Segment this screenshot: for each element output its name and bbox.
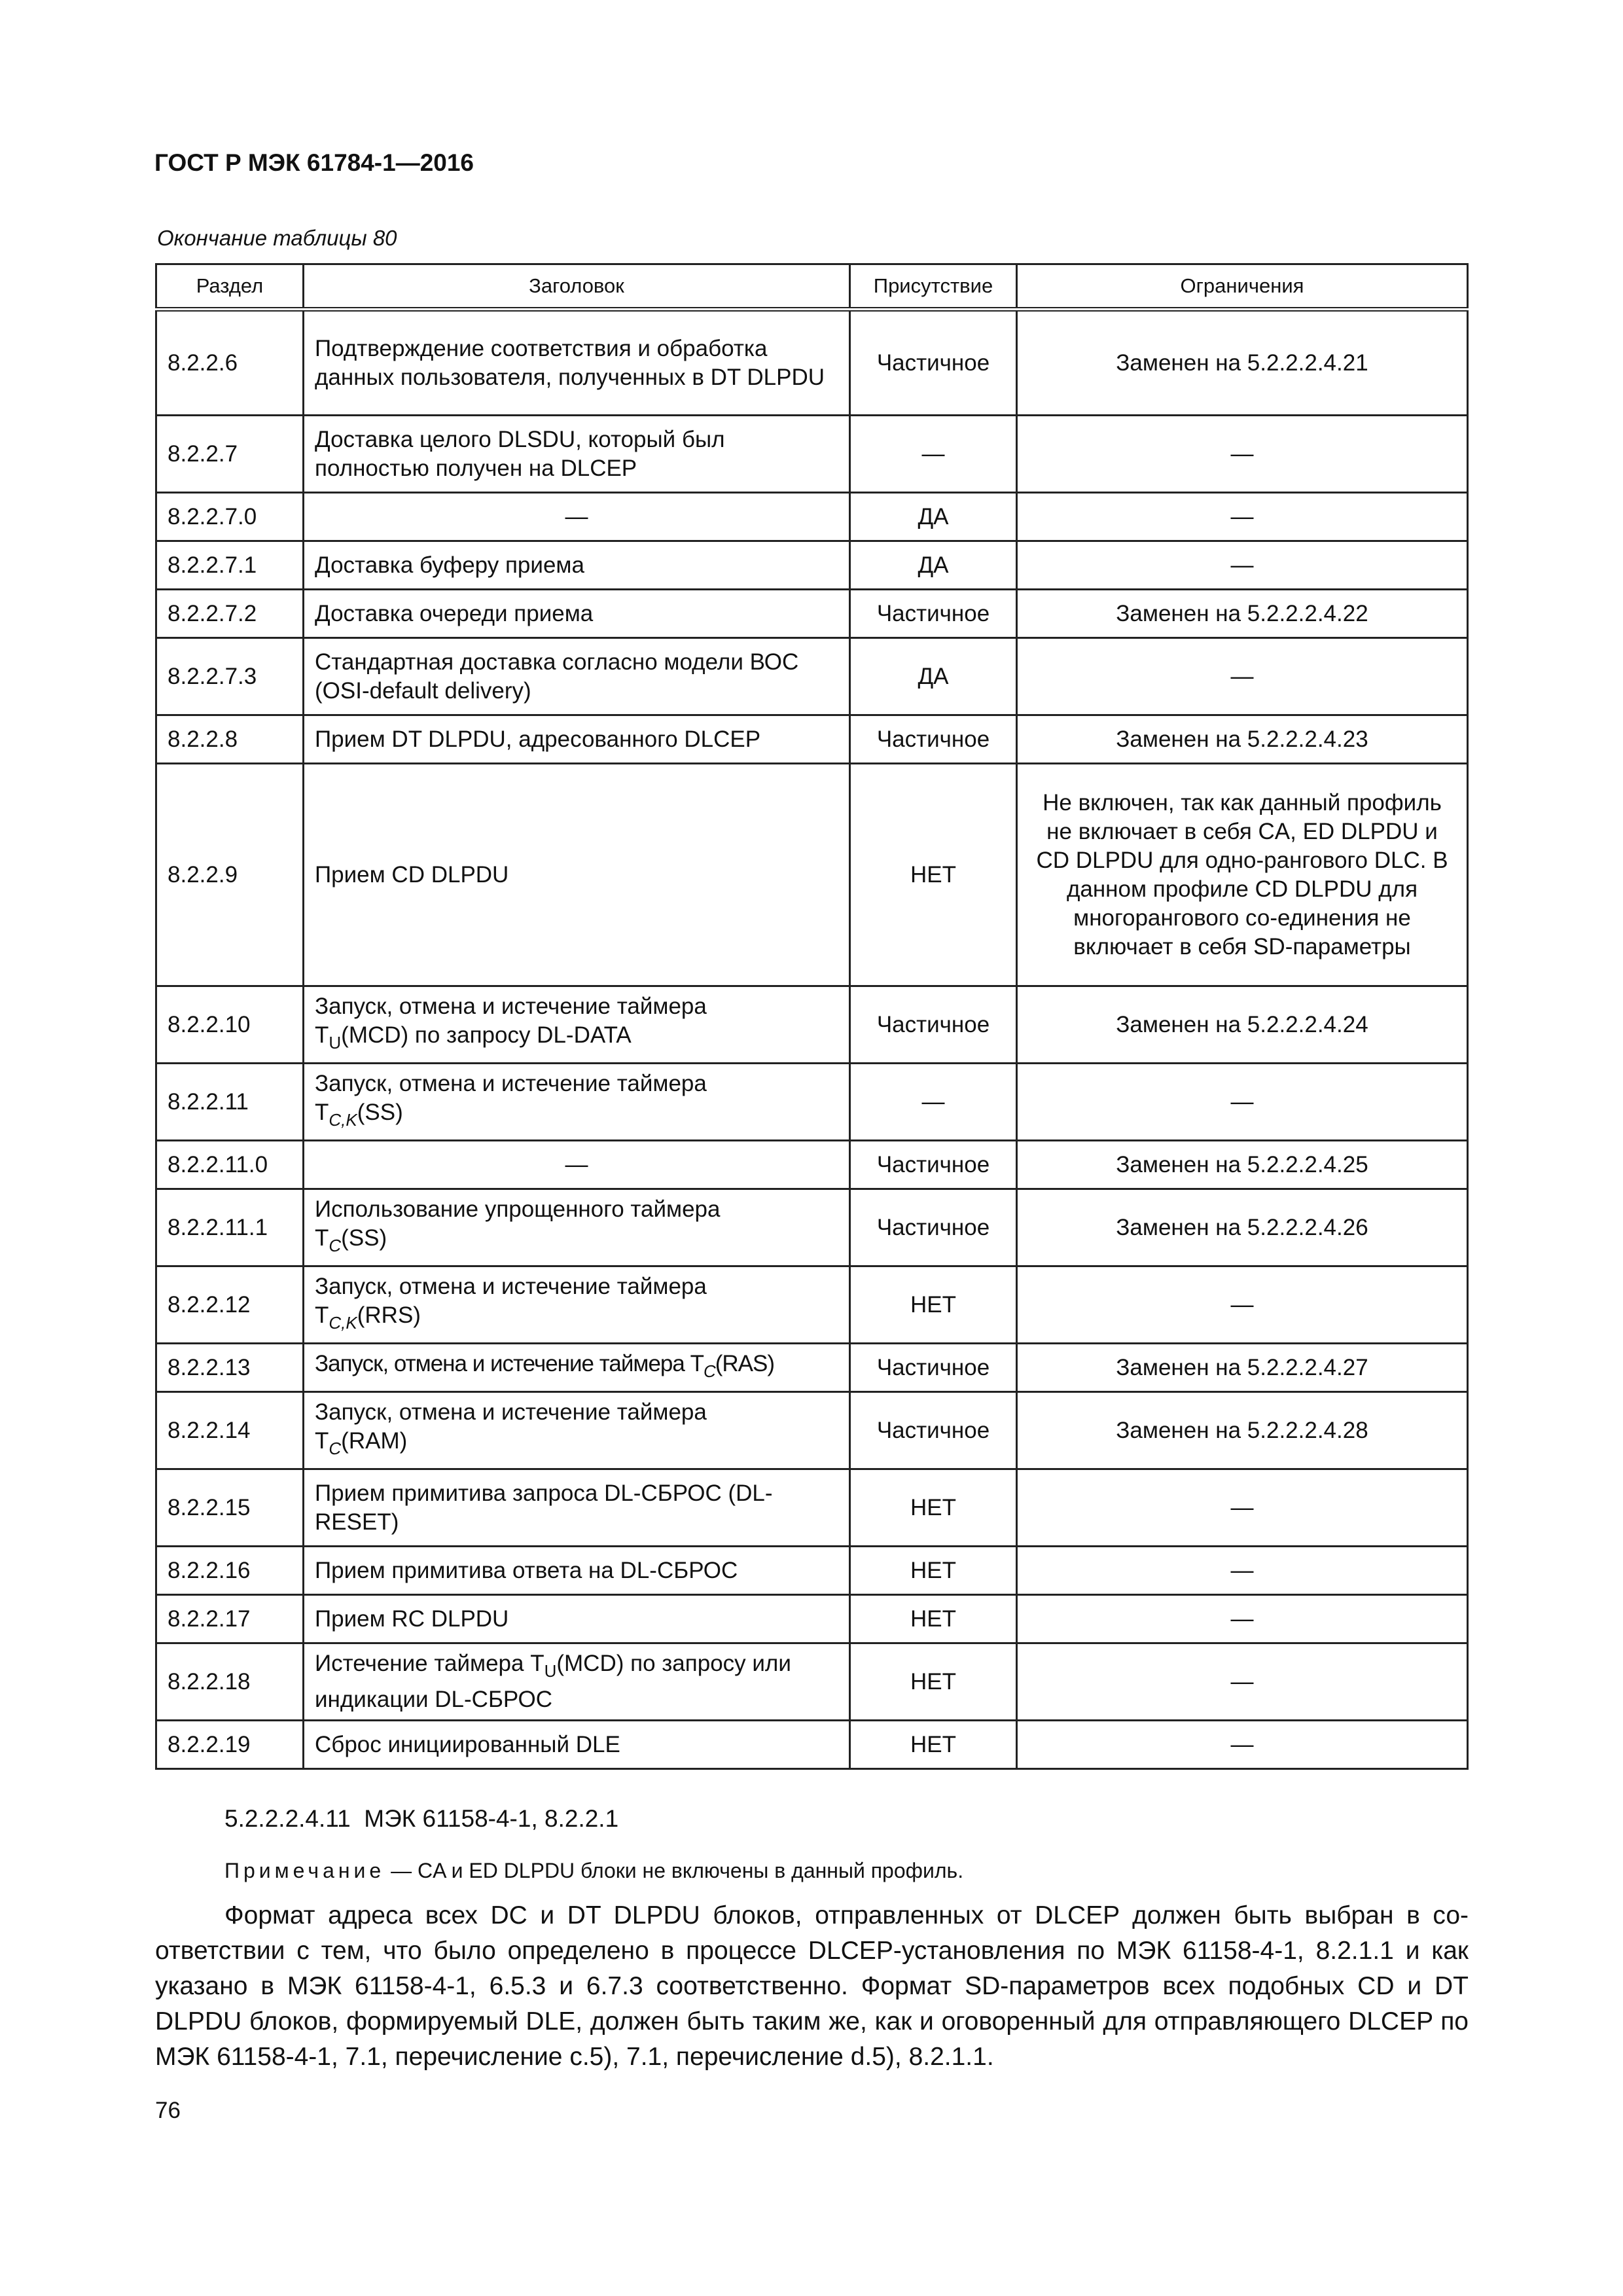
title-text: (SS) <box>357 1100 403 1125</box>
cell-title <box>304 1392 850 1469</box>
cell-presence: НЕТ <box>850 1469 1017 1547</box>
title-text: (RRS) <box>357 1302 421 1328</box>
timer-symbol: T <box>315 1100 329 1125</box>
table-row <box>156 590 1468 638</box>
title-text: Истечение таймера T <box>315 1651 544 1676</box>
note-text: — CA и ED DLPDU блоки не включены в данный профиль. <box>385 1859 964 1882</box>
cell-section: 8.2.2.14 <box>156 1392 304 1469</box>
table-caption: Окончание таблицы 80 <box>157 226 397 250</box>
clause-heading: 5.2.2.2.4.11 МЭК 61158-4-1, 8.2.2.1 <box>224 1805 619 1832</box>
cell-presence: Частичное <box>850 590 1017 638</box>
title-text: (RAS) <box>715 1351 775 1376</box>
cell-presence: ДА <box>850 638 1017 715</box>
cell-section: 8.2.2.11 <box>156 1064 304 1141</box>
page-number: 76 <box>155 2098 181 2123</box>
title-text: Запуск, отмена и истечение таймера <box>315 994 707 1019</box>
cell-title <box>304 986 850 1064</box>
timer-subscript: U <box>544 1661 557 1681</box>
table-row <box>156 1469 1468 1547</box>
table-row <box>156 1595 1468 1643</box>
note <box>224 1859 963 1883</box>
cell-limits: Заменен на 5.2.2.2.4.23 <box>1017 715 1468 764</box>
timer-subscript: C,K <box>329 1313 357 1333</box>
cell-title: Прием примитива ответа на DL-СБРОС <box>304 1547 850 1595</box>
cell-presence: НЕТ <box>850 1266 1017 1344</box>
cell-section: 8.2.2.7.3 <box>156 638 304 715</box>
table-row <box>156 715 1468 764</box>
body-paragraph: Формат адреса всех DC и DT DLPDU блоков, отправленных от DLCEP должен быть выбран в со-ответствии с тем, что было определено в процессе DLCEP-установления по МЭК 61158-4-1, 8.2.1.1 и как указано в МЭК 61158-4-1, 6.5.3 и 6.7.3 соответственно. Формат SD-параметров всех подобных CD и DT DLPDU блоков, формируемый DLE, должен быть таким же, как и оговоренный для отправляющего DLCEP по МЭК 61158-4-1, 7.1, перечисление c.5), 7.1, перечисление d.5), 8.2.1.1. <box>155 1901 1469 2071</box>
document-header: ГОСТ Р МЭК 61784-1—2016 <box>154 149 474 176</box>
table-row <box>156 1266 1468 1344</box>
timer-symbol: T <box>315 1428 329 1454</box>
cell-limits: Заменен на 5.2.2.2.4.24 <box>1017 986 1468 1064</box>
cell-limits: — <box>1017 1064 1468 1141</box>
table-row <box>156 1141 1468 1189</box>
table-row <box>156 638 1468 715</box>
cell-limits: — <box>1017 1595 1468 1643</box>
cell-presence: Частичное <box>850 1189 1017 1266</box>
cell-presence: Частичное <box>850 1141 1017 1189</box>
cell-limits: Заменен на 5.2.2.2.4.26 <box>1017 1189 1468 1266</box>
title-text: (RAM) <box>341 1428 408 1454</box>
cell-title: Доставка целого DLSDU, который был полностью получен на DLCEP <box>304 416 850 493</box>
cell-presence: НЕТ <box>850 1547 1017 1595</box>
cell-limits: Заменен на 5.2.2.2.4.21 <box>1017 310 1468 416</box>
cell-title <box>304 1643 850 1721</box>
cell-presence: Частичное <box>850 1344 1017 1392</box>
cell-limits: — <box>1017 1547 1468 1595</box>
table-row <box>156 764 1468 986</box>
cell-presence: Частичное <box>850 1392 1017 1469</box>
cell-limits: Заменен на 5.2.2.2.4.25 <box>1017 1141 1468 1189</box>
title-text: Использование упрощенного таймера <box>315 1196 721 1222</box>
cell-section: 8.2.2.10 <box>156 986 304 1064</box>
cell-title: Сброс инициированный DLE <box>304 1721 850 1769</box>
column-header-section: Раздел <box>156 264 304 310</box>
table-row <box>156 1547 1468 1595</box>
title-text: Запуск, отмена и истечение таймера <box>315 1071 707 1096</box>
timer-subscript: C <box>329 1439 342 1458</box>
cell-limits: — <box>1017 1469 1468 1547</box>
cell-title: Прием примитива запроса DL-СБРОС (DL-RESET) <box>304 1469 850 1547</box>
cell-title: Прием CD DLPDU <box>304 764 850 986</box>
title-text: Запуск, отмена и истечение таймера <box>315 1274 707 1299</box>
table-row <box>156 1064 1468 1141</box>
column-header-title: Заголовок <box>304 264 850 310</box>
cell-limits: Заменен на 5.2.2.2.4.28 <box>1017 1392 1468 1469</box>
note-label: Примечание <box>224 1859 385 1882</box>
cell-presence: Частичное <box>850 310 1017 416</box>
cell-title <box>304 1064 850 1141</box>
cell-presence: НЕТ <box>850 1721 1017 1769</box>
cell-title: Доставка буферу приема <box>304 541 850 590</box>
cell-presence: — <box>850 1064 1017 1141</box>
cell-presence: ДА <box>850 493 1017 541</box>
timer-symbol: T <box>315 1225 329 1251</box>
cell-title: — <box>304 1141 850 1189</box>
table-row <box>156 1643 1468 1721</box>
cell-section: 8.2.2.7.0 <box>156 493 304 541</box>
timer-subscript: U <box>329 1033 342 1052</box>
table-row <box>156 1721 1468 1769</box>
title-text: (MCD) по запросу или индикации DL-СБРОС <box>315 1651 791 1712</box>
cell-section: 8.2.2.18 <box>156 1643 304 1721</box>
cell-title: Прием RC DLPDU <box>304 1595 850 1643</box>
column-header-limits: Ограничения <box>1017 264 1468 310</box>
column-header-presence: Присутствие <box>850 264 1017 310</box>
cell-title <box>304 1344 850 1392</box>
cell-section: 8.2.2.7.1 <box>156 541 304 590</box>
cell-section: 8.2.2.19 <box>156 1721 304 1769</box>
cell-section: 8.2.2.15 <box>156 1469 304 1547</box>
cell-title: Прием DT DLPDU, адресованного DLCEP <box>304 715 850 764</box>
cell-section: 8.2.2.17 <box>156 1595 304 1643</box>
cell-section: 8.2.2.8 <box>156 715 304 764</box>
title-text: Запуск, отмена и истечение таймера <box>315 1399 707 1425</box>
cell-section: 8.2.2.6 <box>156 310 304 416</box>
cell-limits: — <box>1017 1266 1468 1344</box>
cell-section: 8.2.2.13 <box>156 1344 304 1392</box>
table-row <box>156 1344 1468 1392</box>
cell-title <box>304 1266 850 1344</box>
cell-section: 8.2.2.7 <box>156 416 304 493</box>
timer-subscript: C <box>703 1361 715 1381</box>
cell-limits: Заменен на 5.2.2.2.4.27 <box>1017 1344 1468 1392</box>
cell-limits: — <box>1017 541 1468 590</box>
cell-title <box>304 1189 850 1266</box>
cell-title: Подтверждение соответствия и обработка данных пользователя, полученных в DT DLPDU <box>304 310 850 416</box>
table-row <box>156 1392 1468 1469</box>
title-text: (MCD) по запросу DL-DATA <box>341 1022 632 1048</box>
cell-presence: НЕТ <box>850 764 1017 986</box>
cell-section: 8.2.2.9 <box>156 764 304 986</box>
cell-presence: НЕТ <box>850 1643 1017 1721</box>
cell-title: Доставка очереди приема <box>304 590 850 638</box>
table-row <box>156 541 1468 590</box>
cell-presence: Частичное <box>850 986 1017 1064</box>
cell-title: Стандартная доставка согласно модели ВОС (OSI-default delivery) <box>304 638 850 715</box>
cell-presence: ДА <box>850 541 1017 590</box>
timer-symbol: T <box>315 1302 329 1328</box>
cell-limits: — <box>1017 493 1468 541</box>
timer-symbol: T <box>315 1022 329 1048</box>
table-row <box>156 493 1468 541</box>
timer-subscript: C <box>329 1236 342 1255</box>
cell-limits: — <box>1017 1643 1468 1721</box>
cell-section: 8.2.2.11.1 <box>156 1189 304 1266</box>
cell-section: 8.2.2.11.0 <box>156 1141 304 1189</box>
title-text: Запуск, отмена и истечение таймера T <box>315 1351 704 1376</box>
cell-presence: НЕТ <box>850 1595 1017 1643</box>
requirements-table <box>155 263 1469 1770</box>
cell-section: 8.2.2.16 <box>156 1547 304 1595</box>
table-header-row <box>156 264 1468 310</box>
cell-limits: Заменен на 5.2.2.2.4.22 <box>1017 590 1468 638</box>
table-row <box>156 310 1468 416</box>
table-row <box>156 416 1468 493</box>
cell-title: — <box>304 493 850 541</box>
cell-presence: Частичное <box>850 715 1017 764</box>
cell-limits: — <box>1017 416 1468 493</box>
cell-limits: — <box>1017 638 1468 715</box>
cell-presence: — <box>850 416 1017 493</box>
table-row <box>156 1189 1468 1266</box>
cell-limits: Не включен, так как данный профиль не включает в себя CA, ED DLPDU и CD DLPDU для одно-рангового DLC. В данном профиле CD DLPDU для многорангового со-единения не включает в себя SD-параметры <box>1017 764 1468 986</box>
cell-limits: — <box>1017 1721 1468 1769</box>
cell-section: 8.2.2.12 <box>156 1266 304 1344</box>
cell-section: 8.2.2.7.2 <box>156 590 304 638</box>
title-text: (SS) <box>341 1225 387 1251</box>
timer-subscript: C,K <box>329 1110 357 1130</box>
table-row <box>156 986 1468 1064</box>
